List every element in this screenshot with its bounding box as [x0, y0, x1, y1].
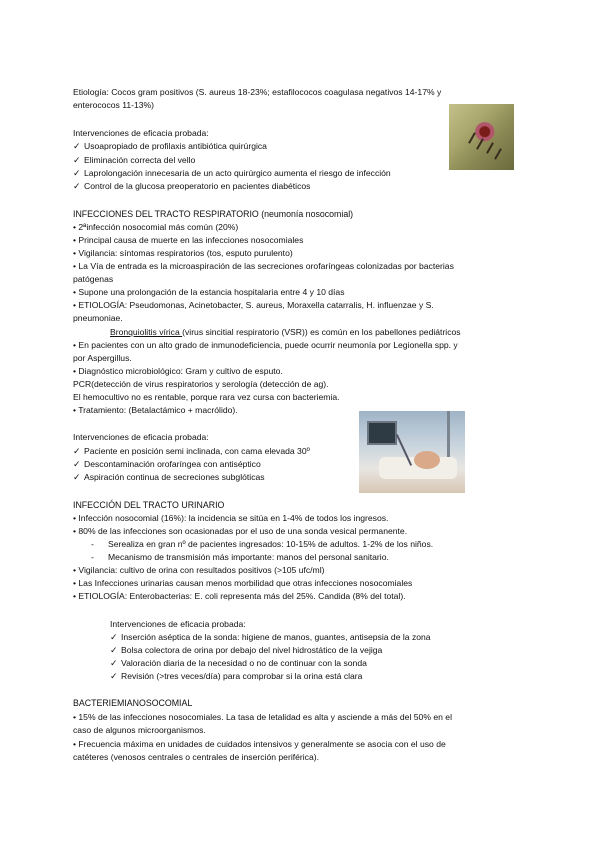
text-line: • ETIOLOGÍA: Enterobacterias: E. coli representa más del 25%. Candida (8% del total). — [73, 591, 406, 601]
intervention-item: ✓ Laprolongación innecesaria de un acto quirúrgico aumenta el riesgo de infección — [73, 168, 391, 179]
intervention-item: ✓ Control de la glucosa preoperatorio en pacientes diabéticos — [73, 181, 310, 192]
bronquiolitis-term: Bronquiolitis vírica — [110, 327, 183, 337]
text-line: • ETIOLOGÍA: Pseudomonas, Acinetobacter, S. aureus, Moraxella catarralis, H. influenzae y S. — [73, 300, 434, 310]
text-line: patógenas — [73, 274, 114, 284]
text-line: catéteres (venosos centrales o centrales de inserción periférica). — [73, 752, 319, 762]
text-line: • 80% de las infecciones son ocasionadas por el uso de una sonda vesical permanente. — [73, 526, 408, 536]
text-line: • Vigilancia: cultivo de orina con resultados positivos (>105 ufc/ml) — [73, 565, 325, 575]
section-title-respiratorio: INFECCIONES DEL TRACTO RESPIRATORIO (neumonía nosocomial) — [73, 209, 354, 219]
interventions-heading: Intervenciones de eficacia probada: — [73, 432, 209, 442]
interventions-heading: Intervenciones de eficacia probada: — [73, 128, 209, 138]
text-line: PCR(detección de virus respiratorios y serología (detección de ag). — [73, 379, 329, 389]
intervention-item: ✓ Revisión (>tres veces/día) para comprobar si la orina está clara — [110, 671, 362, 682]
text-line: por Aspergillus. — [73, 353, 132, 363]
text-line: El hemocultivo no es rentable, porque rara vez cursa con bacteriemia. — [73, 392, 340, 402]
intervention-item: ✓ Eliminación correcta del vello — [73, 155, 195, 166]
icu-patient-photo — [359, 411, 465, 493]
text-line: • Frecuencia máxima en unidades de cuidados intensivos y generalmente se asocia con el uso de — [73, 739, 446, 749]
text-line: • Supone una prolongación de la estancia hospitalaria entre 4 y 10 días — [73, 287, 345, 297]
sub-item: - Mecanismo de transmisión más importante: manos del personal sanitario. — [91, 552, 389, 563]
intervention-item: ✓ Bolsa colectora de orina por debajo del nivel hidrostático de la vejiga — [110, 645, 382, 656]
text-line: • Tratamiento: (Betalactámico + macrólido). — [73, 405, 238, 415]
text-line: • Diagnóstico microbiológico: Gram y cultivo de esputo. — [73, 366, 283, 376]
text-line: • Las Infecciones urinarias causan menos morbilidad que otras infecciones nosocomiales — [73, 578, 413, 588]
intervention-item: ✓ Usoapropiado de profilaxis antibiótica quirúrgica — [73, 141, 267, 152]
text-line: • 15% de las infecciones nosocomiales. La tasa de letalidad es alta y asciende a más del 50% en el — [73, 712, 452, 722]
text-line: • La Vía de entrada es la microaspiración de las secreciones orofaríngeas colonizadas por bacterias — [73, 261, 454, 271]
intervention-item: ✓ Paciente en posición semi inclinada, con cama elevada 30º — [73, 446, 310, 457]
sub-item: - Serealiza en gran nº de pacientes ingresados: 10-15% de adultos. 1-2% de los niños. — [91, 539, 433, 550]
intervention-item: ✓ Inserción aséptica de la sonda: higiene de manos, guantes, antisepsia de la zona — [110, 632, 431, 643]
section-title-urinario: INFECCIÓN DEL TRACTO URINARIO — [73, 500, 225, 510]
text-line: pneumoniae. — [73, 313, 123, 323]
text-line: • 2ªinfección nosocomial más común (20%) — [73, 222, 239, 232]
interventions-heading: Intervenciones de eficacia probada: — [110, 619, 246, 629]
text-line: • Principal causa de muerte en las infecciones nosocomiales — [73, 235, 304, 245]
intervention-item: ✓ Aspiración continua de secreciones subglóticas — [73, 472, 265, 483]
surgical-wound-photo — [449, 104, 514, 170]
bronquiolitis-text: (virus sincitial respiratorio (VSR)) es común en los pabellones pediátricos — [182, 327, 461, 337]
text-line: • En pacientes con un alto grado de inmunodeficiencia, puede ocurrir neumonía por Legionella spp. y — [73, 340, 458, 350]
etiologia-line: enterococos 11-13%) — [73, 100, 155, 110]
intervention-item: ✓ Valoración diaria de la necesidad o no de continuar con la sonda — [110, 658, 367, 669]
text-line: • Vigilancia: síntomas respiratorios (tos, esputo purulento) — [73, 248, 293, 258]
text-line: caso de algunos microorganismos. — [73, 725, 206, 735]
bronquiolitis-line — [110, 327, 461, 338]
section-title-bacteriemia: BACTERIEMIANOSOCOMIAL — [73, 698, 193, 708]
intervention-item: ✓ Descontaminación orofaríngea con antiséptico — [73, 459, 261, 470]
text-line: • Infección nosocomial (16%): la incidencia se sitúa en 1-4% de todos los ingresos. — [73, 513, 389, 523]
etiologia-line: Etiología: Cocos gram positivos (S. aureus 18-23%; estafilococos coagulasa negativos 14-17% y — [73, 87, 442, 97]
